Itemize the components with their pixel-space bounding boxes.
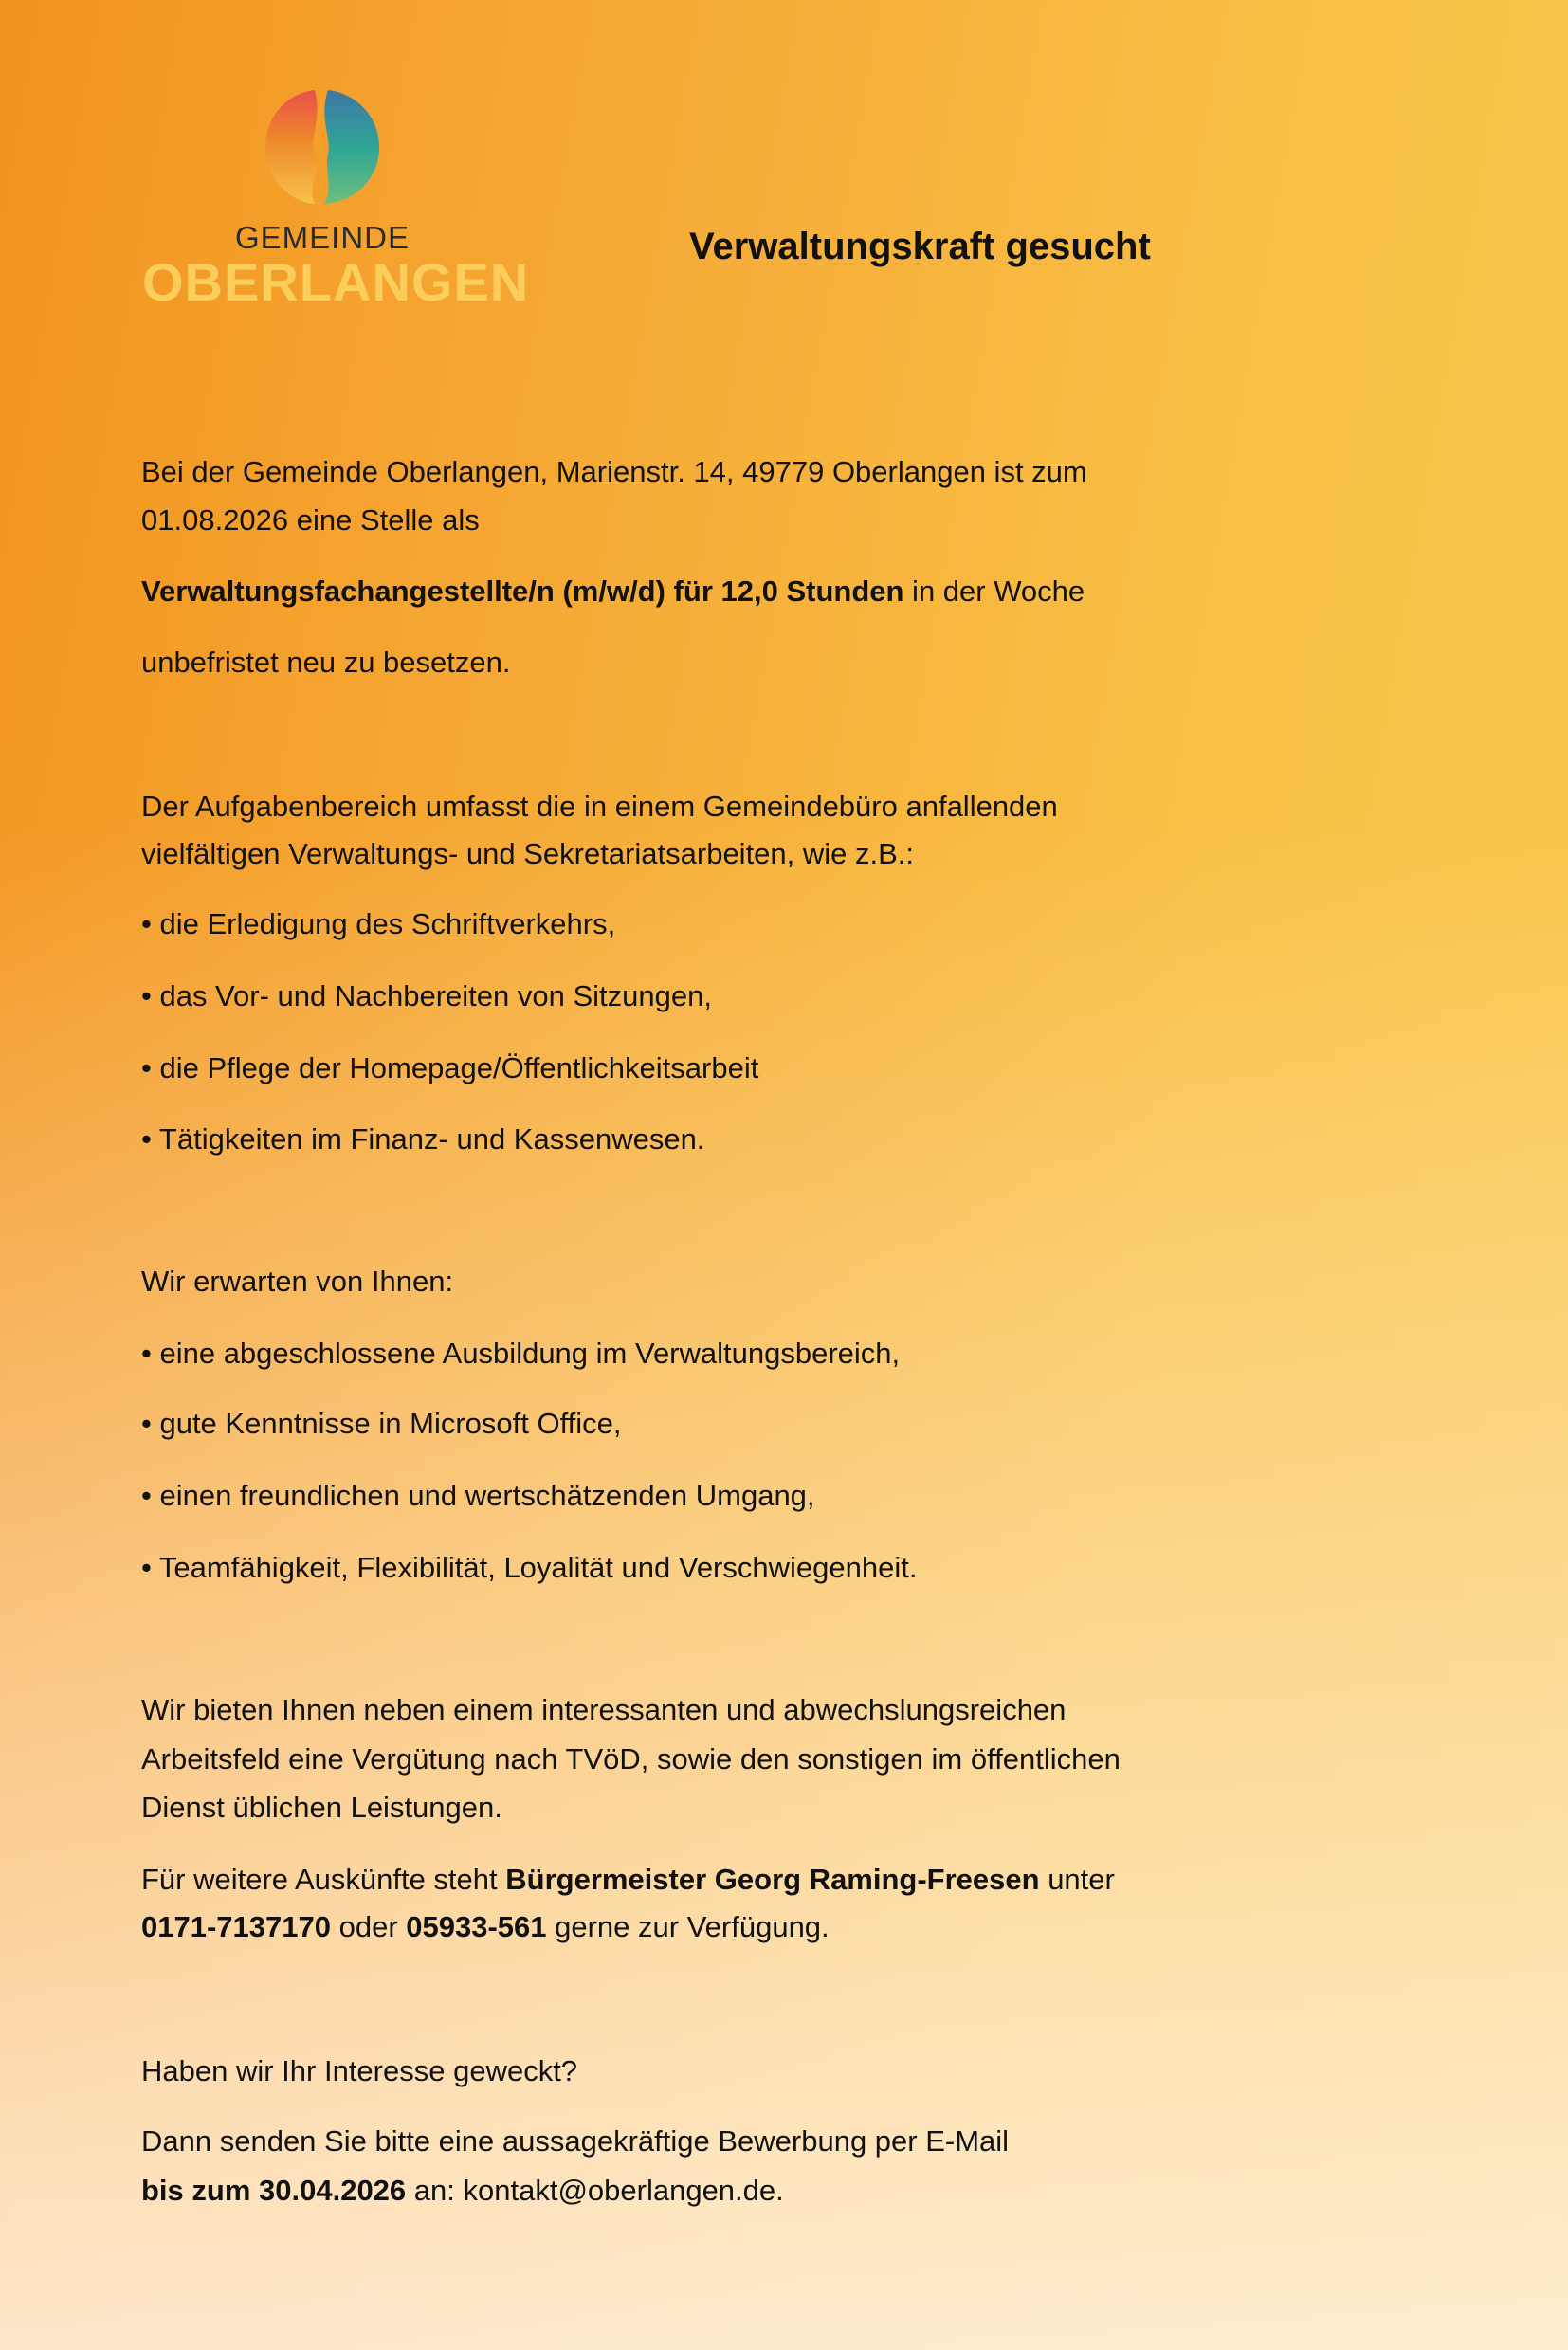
offer-line: Dienst üblichen Leistungen.: [141, 1791, 502, 1824]
logo-emblem-icon: [256, 81, 389, 213]
expect-heading: Wir erwarten von Ihnen:: [141, 1265, 454, 1298]
apply-line: [141, 2172, 784, 2210]
tasks-line: Der Aufgabenbereich umfasst die in einem Gemeindebüro anfallenden: [141, 790, 1058, 823]
offer-line: Wir bieten Ihnen neben einem interessanten und abwechslungsreichen: [141, 1693, 1067, 1726]
apply-line: Dann senden Sie bitte eine aussagekräftige Bewerbung per E-Mail: [141, 2124, 1010, 2158]
intro-line: unbefristet neu zu besetzen.: [141, 646, 511, 679]
phone-mobile: 0171-7137170: [141, 1910, 331, 1943]
logo-text-gemeinde: GEMEINDE: [234, 220, 410, 255]
municipality-logo: [142, 76, 530, 313]
list-item: • gute Kenntnisse in Microsoft Office,: [141, 1407, 622, 1440]
contact-line: [141, 1861, 1115, 1899]
list-item: • das Vor- und Nachbereiten von Sitzungen,: [141, 979, 712, 1012]
contact-text: Für weitere Auskünfte steht: [141, 1863, 506, 1896]
contact-text: gerne zur Verfügung.: [546, 1910, 830, 1943]
contact-person: Bürgermeister Georg Raming-Freesen: [505, 1863, 1040, 1896]
intro-line: Bei der Gemeinde Oberlangen, Marienstr. 14, 49779 Oberlangen ist zum: [141, 455, 1087, 488]
intro-line: 01.08.2026 eine Stelle als: [141, 503, 480, 537]
contact-text: unter: [1039, 1863, 1115, 1896]
list-item: • eine abgeschlossene Ausbildung im Verwaltungsbereich,: [141, 1337, 901, 1370]
apply-question: Haben wir Ihr Interesse geweckt?: [141, 2054, 578, 2087]
apply-email-text: an: kontakt@oberlangen.de.: [406, 2174, 784, 2207]
list-item: • einen freundlichen und wertschätzenden Umgang,: [141, 1479, 815, 1512]
phone-landline: 05933-561: [406, 1910, 547, 1943]
position-rest: in der Woche: [903, 574, 1085, 608]
contact-text: oder: [330, 1910, 407, 1943]
list-item: • die Pflege der Homepage/Öffentlichkeitsarbeit: [141, 1051, 759, 1084]
list-item: • Tätigkeiten im Finanz- und Kassenwesen.: [141, 1122, 705, 1156]
position-title: Verwaltungsfachangestellte/n (m/w/d) für 12,0 Stunden: [141, 574, 904, 608]
logo-text-oberlangen: OBERLANGEN: [142, 252, 530, 312]
list-item: • Teamfähigkeit, Flexibilität, Loyalität und Verschwiegenheit.: [141, 1551, 918, 1584]
list-item: • die Erledigung des Schriftverkehrs,: [141, 907, 616, 940]
offer-line: Arbeitsfeld eine Vergütung nach TVöD, sowie den sonstigen im öffentlichen: [141, 1742, 1121, 1776]
contact-line: [141, 1908, 830, 1946]
deadline: bis zum 30.04.2026: [141, 2174, 407, 2207]
tasks-line: vielfältigen Verwaltungs- und Sekretariatsarbeiten, wie z.B.:: [141, 837, 915, 870]
page-title: Verwaltungskraft gesucht: [689, 226, 1151, 267]
position-line: [141, 573, 1085, 610]
